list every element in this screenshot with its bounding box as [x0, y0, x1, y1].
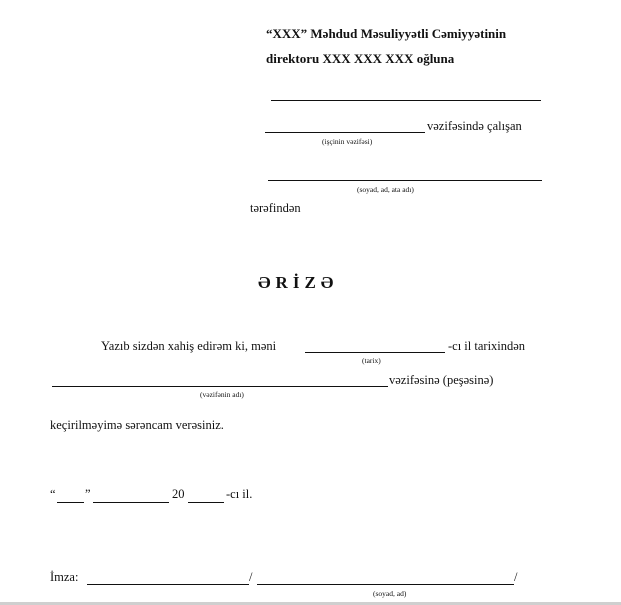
sender-position-suffix: vəzifəsində çalışan [427, 119, 522, 133]
signature-slash-end: / [514, 570, 518, 584]
document-title: ƏRİZƏ [258, 273, 339, 292]
from-word: tərəfindən [250, 201, 301, 215]
position-hint: (vəzifənin adı) [200, 390, 244, 399]
date-suffix: -cı il tarixindən [448, 339, 526, 353]
year-blank [188, 502, 224, 503]
blank-line-top [271, 100, 541, 101]
signature-blank [87, 584, 249, 585]
closing-text: keçirilməyimə sərəncam verəsiniz. [50, 418, 224, 432]
day-blank [57, 502, 84, 503]
addressee-line-1: “XXX” Məhdud Məsuliyyətli Cəmiyyətinin [266, 26, 507, 41]
signature-name-hint: (soyad, ad) [373, 589, 407, 598]
request-start: Yazıb sizdən xahiş edirəm ki, məni [101, 339, 277, 353]
date-blank [305, 352, 445, 353]
date-open-quote: “ [50, 487, 56, 501]
date-hint: (tarix) [362, 356, 381, 365]
sender-name-hint: (soyad, ad, ata adı) [357, 185, 414, 194]
position-suffix: vəzifəsinə (peşəsinə) [389, 373, 494, 387]
sender-name-blank [268, 180, 542, 181]
year-prefix: 20 [172, 487, 185, 501]
sender-position-blank [265, 132, 425, 133]
signature-slash: / [249, 570, 253, 584]
date-close-quote: ” [85, 487, 91, 501]
sender-position-hint: (işçinin vəzifəsi) [322, 137, 373, 146]
signature-name-blank [257, 584, 514, 585]
position-blank [52, 386, 388, 387]
addressee-line-2: direktoru XXX XXX XXX oğluna [266, 51, 455, 66]
year-suffix: -cı il. [226, 487, 253, 501]
signature-label: İmza: [50, 570, 79, 584]
month-blank [93, 502, 169, 503]
